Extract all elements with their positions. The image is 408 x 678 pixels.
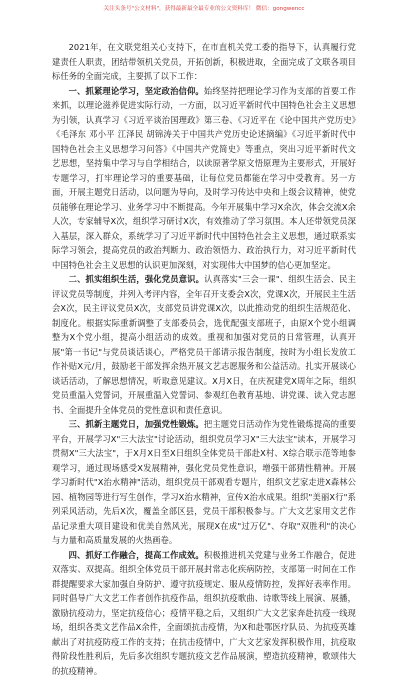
section-body: 积极推进机关党建与业务工作融合，促进双落实、双提高。组织全体党员干部开展封常志化疾病防控，支部第一时间在工作群提醒要求大家加强自身防护、遵守抗疫规定、服从疫情防控，发挥好表率作用。同时倡导广大文艺工作者创作抗疫作品，组织抗疫歌曲、诗歌等线上展演、展播，激励抗疫动力，坚定抗疫信心；疫情平稳之后，又组织广大文艺家奔赴抗疫一线现场，组织各类文艺作品X余件，全面颂抗击疫情，为X和赴鄂医疗队员、为抗疫英雄献出了对抗疫防疫工作的支持；在抗击疫情中，广大文艺家发挥积极作用，抗疫取得阶段性胜利后，先后多次组织专题抗疫文艺作品展演，塑造抗疫精神，歌颂伟大的抗疫精神。 — [52, 550, 356, 676]
section-heading: 一、抓紧理论学习，坚定政治信仰。 — [69, 86, 204, 96]
section-heading: 二、抓实组织生活，强化党员意识。 — [69, 274, 205, 284]
section-body: 始终坚持把理论学习作为支部的首要工作来抓，以理论滋养促进实际行动，一方面，以习近平新时代中国特色社会主义思想为引领，认真学习《习近平谈治国理政》第三卷、《习近平在《论中国共产党历史》《毛泽东 邓小平 江泽民 胡锦涛关于中国共产党历史论述摘编》《习近平新时代中国特色社会主义思想学习问答》《中国共产党简史》等重点，突出习近平新时代文艺思想，坚持集中学习与自学相结合，以读原著学原文悟原理为主要形式，开展好专题学习，打牢理论学习的重要基础，让每位党员都能在学习中受教育。另一方面，开展主题党日活动，以问题为导向，及时学习传达中央和上级会议精神，使党员能够在理论学习、业务学习中不断提高。今年开展集中学习X余次，体会交流X余人次，专家辅导X次，组织学习研讨X次，有效推动了学习氛围。本人还带领党员深入基层，深入群众，系统学习了习近平新时代中国特色社会主义思想，通过联系实际学习领会，提高党员的政治判断力、政治领悟力、政治执行力，对习近平新时代中国特色社会主义思想的认识更加深刻，对实现伟大中国梦的信心更加坚定。 — [52, 86, 356, 270]
section-paragraph — [52, 417, 356, 548]
section-body: 认真落实"三会一课"、组织生活会、民主评议党员等制度，并列入考评内容，全年召开支委会X次，党课X次，开展民主生活会X次，民主评议党员X次，支部党员讲党课X次，以此推动党的组织生活规范化、制度化。根据实际重新调整了支部委员会，选优配强支部班子，由原X个党小组调整为X个党小组，提高小组活动的成效。重视和加强对党员的日常管理，认真开展"第一书记"与党员谈话谈心，严格党员干部请示报告制度，按时为小组长发放工作补贴X元/月，鼓励老干部发挥余热开展文艺志愿服务和公益活动。扎实开展谈心谈话活动，了解思想情况，听取意见建议。X月X日，在庆祝建党X周年之际，组织党员重温入党誓词，开展重温入党誓词、参观红色教育基地、讲党课、读入党志愿书、全面提升全体党员的党性意识和责任意识。 — [52, 274, 356, 415]
section-heading: 四、抓好工作融合，提高工作成效。 — [69, 550, 204, 560]
section-body: 把主题党日活动作为党性锻炼提高的重要平台，开展学习X"三大法宝"讨论活动，组织党员学习X"三大法宝"读本，开展学习贯彻X"三大法宝"，于X月X日至X日组织全体党员干部赴X村、X综合联示范等地参观学习，通过现场感受X发展精神，强化党员党性意识，增强干部猜性精神。开展学习新时代"X治水精神"活动，组织党员干部观看专题片，组织文艺家走进X森林公园、植物园等进行写生创作，学习X治水精神，宣传X治水成果。组织"美丽X行"系列采风活动，先后X次，覆盖全部区县，党员干部积极参与。广大文艺家用文艺作品记录重大项目建设和优美自然风光，展现X在成"过万亿"、夺取"双胜利"的决心与力量和高质量发展的火热画卷。 — [52, 419, 356, 545]
section-paragraph — [52, 548, 356, 678]
section-paragraph — [52, 84, 356, 273]
section-heading: 三、抓新主题党日，加强党性锻炼。 — [69, 419, 204, 429]
section-paragraph — [52, 272, 356, 417]
intro-paragraph: 2021年，在文联党组关心支持下，在市直机关党工委的指导下，认真履行党建责任人职责，团结带领机关党员，开拓创新，积极进取，全面完成了文联各项目标任务的全面完成，主要抓了以下工作： — [52, 40, 356, 84]
promo-banner: 关注头条号"公文材料"，获得最新最全最专业的公文资料库！ 微信：gongwencc — [0, 6, 408, 13]
document-body — [52, 40, 356, 678]
